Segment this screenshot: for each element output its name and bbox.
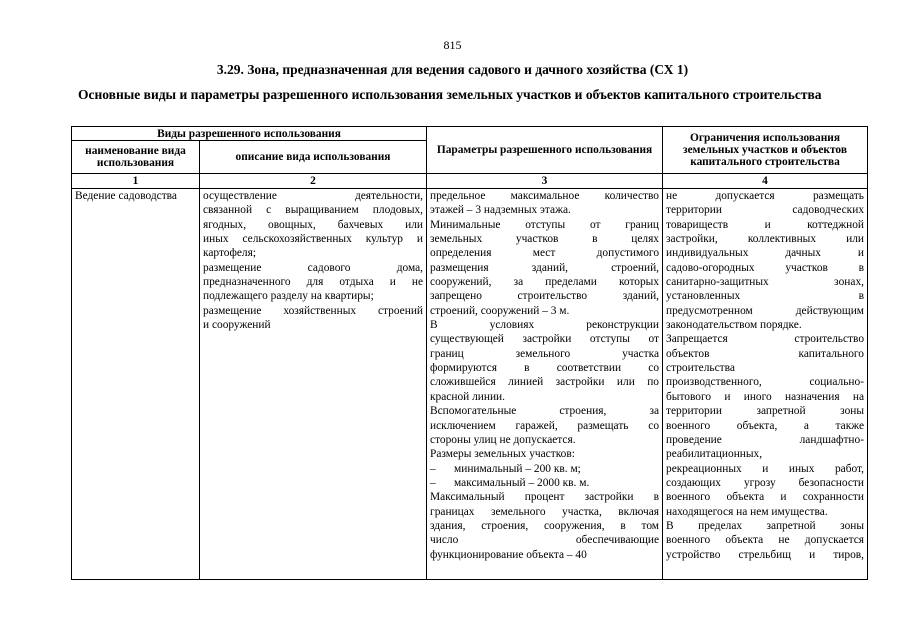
parameters-cell bbox=[427, 189, 663, 580]
table-caption: Основные виды и параметры разрешенного использования земельных участков и объектов капитального строительства bbox=[78, 87, 822, 102]
parameters-bullets bbox=[430, 462, 659, 491]
text-line: бытового и иного назначения на bbox=[666, 390, 865, 403]
text-line: устройство стрельбищ и тиров, bbox=[666, 548, 865, 561]
section-title: 3.29. Зона, предназначенная для ведения садового и дачного хозяйства (СХ 1) bbox=[216, 62, 689, 77]
text-line: формируются в соответствии со bbox=[430, 362, 660, 375]
text-line: реабилитационных, bbox=[666, 448, 763, 461]
list-item-text: максимальный – 2000 кв. м. bbox=[454, 476, 590, 489]
text-line: строений, сооружений – 3 м. bbox=[430, 304, 570, 317]
text-line: находящегося на нем имущества. bbox=[666, 505, 828, 518]
header-use-name: наименование вида использования bbox=[72, 141, 200, 174]
text-line: объектов капитального bbox=[666, 347, 865, 360]
text-line: В условиях реконструкции bbox=[430, 319, 660, 332]
text-line: рекреационных и иных работ, bbox=[666, 462, 865, 475]
text-line: товариществ и коттеджной bbox=[666, 218, 865, 231]
text-line: предусмотренном действующим bbox=[666, 304, 865, 317]
text-line: стороны улиц не допускается. bbox=[430, 433, 576, 446]
text-line: Минимальные отступы от границ bbox=[430, 218, 660, 231]
text-line: число обеспечивающие bbox=[430, 534, 660, 547]
use-name-cell bbox=[72, 189, 200, 580]
use-name: Ведение садоводства bbox=[75, 190, 177, 202]
text-line: здания, строения, сооружения, в том bbox=[430, 519, 660, 532]
list-item-text: минимальный – 200 кв. м; bbox=[454, 462, 581, 475]
page-number: 815 bbox=[443, 38, 462, 52]
text-line: территории садоводческих bbox=[666, 204, 865, 217]
text-line: предназначенного для отдыха и не bbox=[203, 276, 424, 289]
text-line: иных сельскохозяйственных культур и bbox=[203, 233, 424, 246]
dash-bullet: – bbox=[430, 476, 436, 489]
text-line: существующей застройки отступы от bbox=[430, 333, 660, 346]
column-number: 3 bbox=[427, 174, 663, 189]
text-line: осуществление деятельности, bbox=[203, 190, 424, 202]
text-line: военного объекта не допускается bbox=[666, 534, 865, 547]
table-row bbox=[72, 189, 868, 580]
text-line: Размеры земельных участков: bbox=[430, 448, 575, 461]
list-item bbox=[430, 462, 659, 476]
parameters-block bbox=[430, 189, 659, 462]
header-parameters: Параметры разрешенного использования bbox=[427, 127, 663, 174]
text-line: исключением гаражей, размещать со bbox=[430, 419, 660, 432]
land-use-table bbox=[71, 126, 868, 580]
list-item bbox=[430, 476, 659, 490]
text-line: предельное максимальное количество bbox=[430, 190, 660, 202]
text-line: красной линии. bbox=[430, 390, 506, 403]
text-line: границ земельного участка bbox=[430, 347, 660, 360]
text-line: территории запретной зоны bbox=[666, 405, 865, 418]
text-line: ягодных, овощных, бахчевых или bbox=[203, 218, 424, 231]
text-line: земельных участков в целях bbox=[430, 233, 660, 246]
text-line: подлежащего разделу на квартиры; bbox=[203, 290, 374, 303]
text-line: размещение садового дома, bbox=[203, 261, 424, 274]
header-uses-group: Виды разрешенного использования bbox=[72, 127, 427, 141]
text-line: военного объекта, а также bbox=[666, 419, 865, 432]
text-line: этажей – 3 надземных этажа. bbox=[430, 204, 571, 217]
text-line: В пределах запретной зоны bbox=[666, 519, 865, 532]
parameters-tail-block bbox=[430, 490, 659, 562]
text-line: сооружений, за пределами которых bbox=[430, 276, 660, 289]
text-line: военного объекта и сохранности bbox=[666, 491, 865, 504]
text-line: законодательством порядке. bbox=[666, 319, 802, 332]
dash-bullet: – bbox=[430, 462, 436, 475]
text-line: садово-огородных участков в bbox=[666, 261, 865, 274]
text-line: санитарно-защитных зонах, bbox=[666, 276, 865, 289]
text-line: создающих угрозу безопасности bbox=[666, 476, 865, 489]
text-line: связанной с выращиванием плодовых, bbox=[203, 204, 424, 217]
text-line: установленных в bbox=[666, 290, 865, 303]
text-line: проведение ландшафтно- bbox=[666, 433, 865, 446]
text-line: определения мест допустимого bbox=[430, 247, 660, 260]
restrictions-cell bbox=[663, 189, 868, 580]
text-line: картофеля; bbox=[203, 247, 257, 260]
text-line: Максимальный процент застройки в bbox=[430, 491, 660, 504]
text-line: Вспомогательные строения, за bbox=[430, 405, 660, 418]
text-line: Запрещается строительство bbox=[666, 333, 865, 346]
column-number: 2 bbox=[200, 174, 427, 189]
text-line: не допускается размещать bbox=[666, 190, 865, 202]
text-line: сложившейся линией застройки или по bbox=[430, 376, 660, 389]
text-line: функционирование объекта – 40 bbox=[430, 548, 587, 561]
header-restrictions: Ограничения использования земельных участков и объектов капитального строительства bbox=[663, 127, 868, 174]
text-line: запрещено строительство зданий, bbox=[430, 290, 660, 303]
text-line: строительства bbox=[666, 362, 735, 375]
column-number: 4 bbox=[663, 174, 868, 189]
text-line: индивидуальных дачных и bbox=[666, 247, 865, 260]
text-line: и сооружений bbox=[203, 319, 271, 332]
text-line: производственного, социально- bbox=[666, 376, 865, 389]
text-line: размещения зданий, строений, bbox=[430, 261, 660, 274]
text-line: размещение хозяйственных строений bbox=[203, 304, 424, 317]
text-line: застройки, коллективных или bbox=[666, 233, 865, 246]
text-line: границах земельного участка, включая bbox=[430, 505, 660, 518]
header-use-description: описание вида использования bbox=[200, 141, 427, 174]
column-number: 1 bbox=[72, 174, 200, 189]
use-description-cell bbox=[200, 189, 427, 580]
